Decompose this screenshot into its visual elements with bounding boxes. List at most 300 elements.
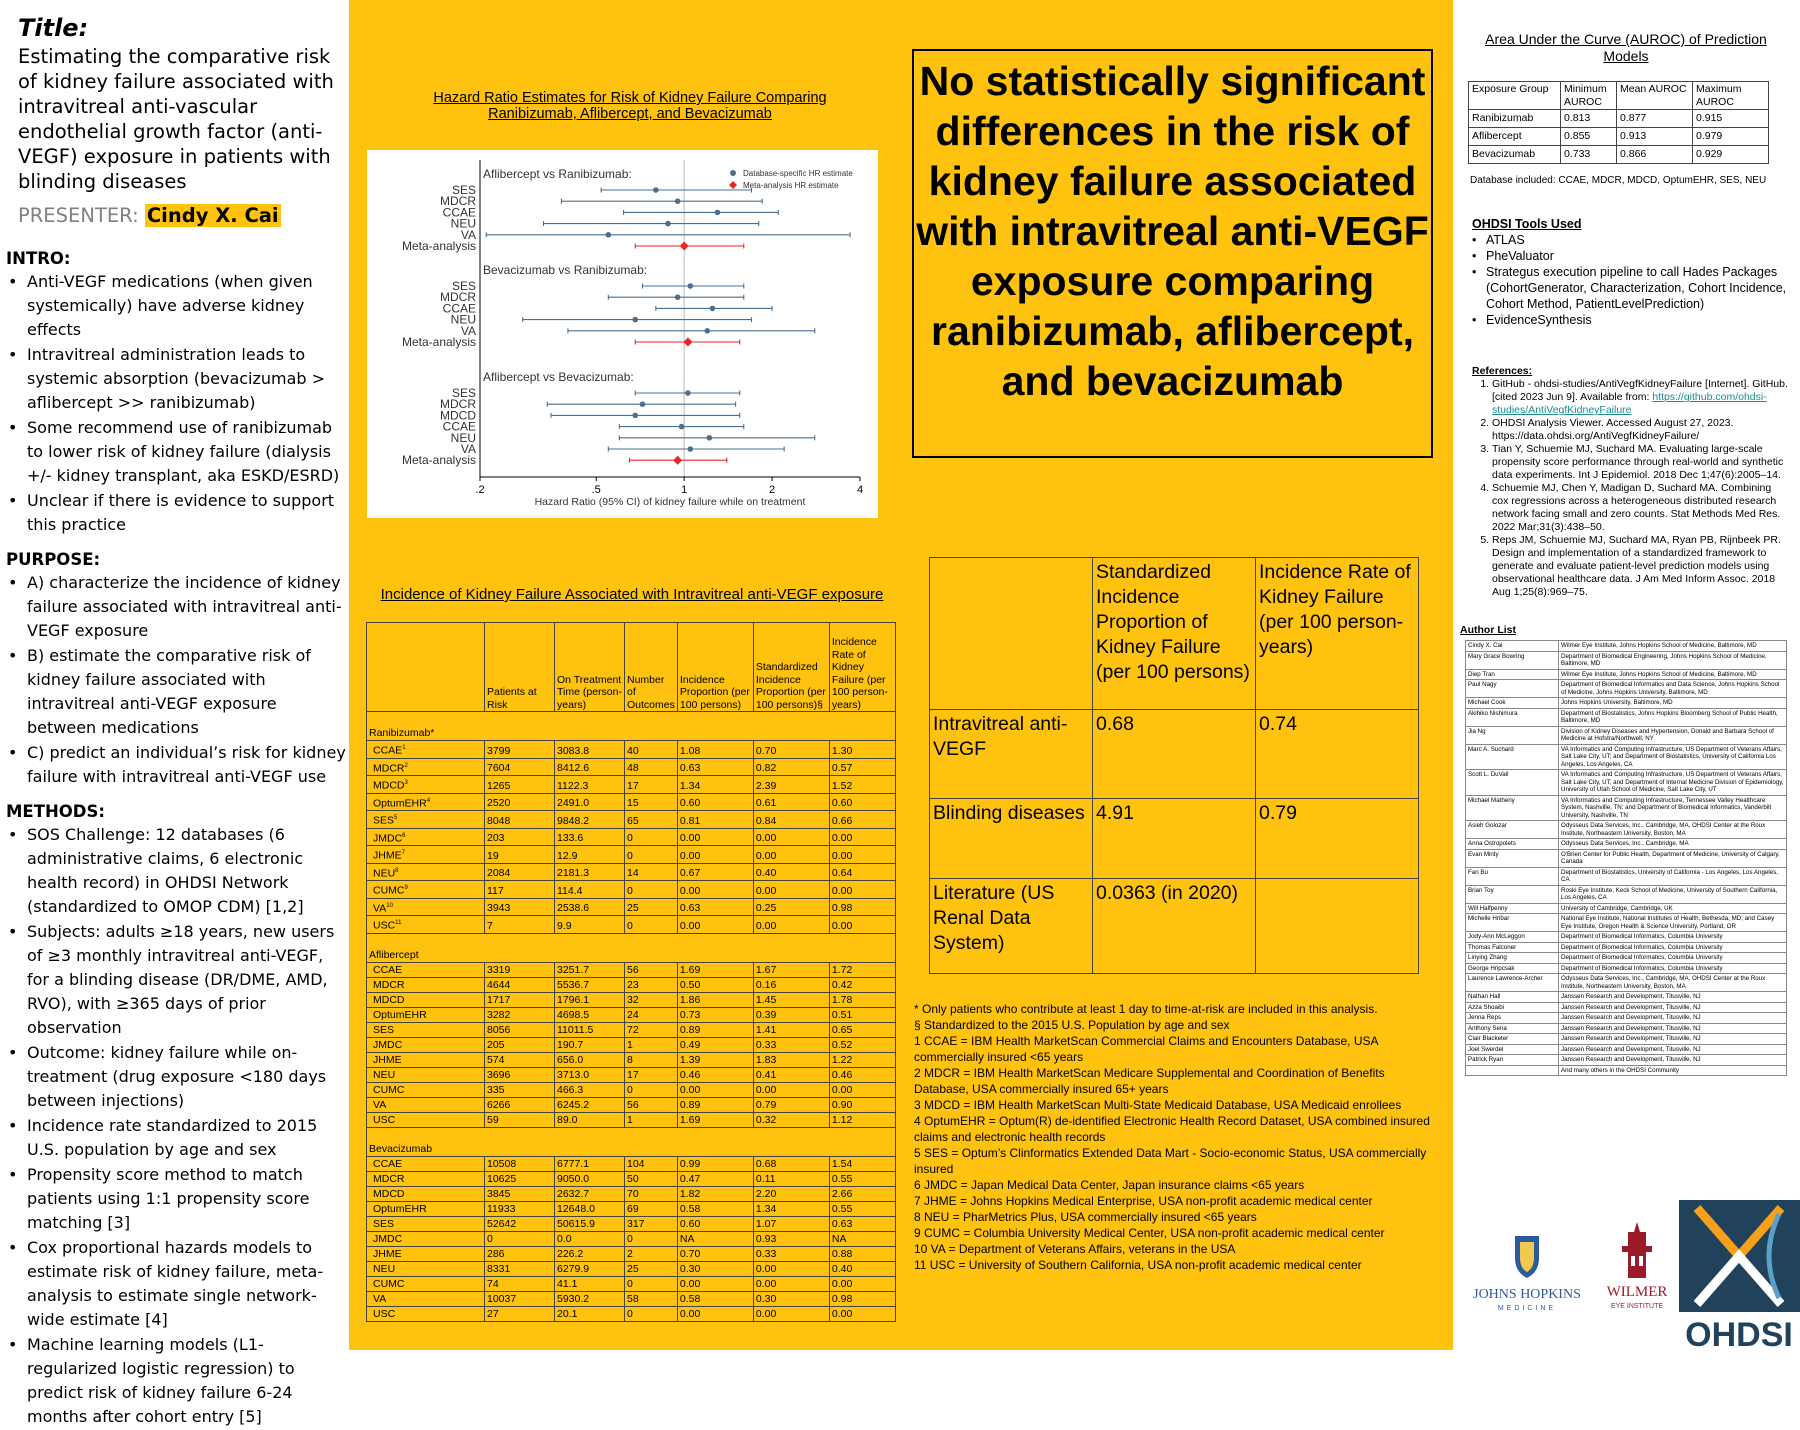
- table-cell: 20.1: [555, 1306, 625, 1321]
- author-name: George Hripcsak: [1466, 963, 1559, 974]
- table-cell: 1: [625, 1112, 678, 1127]
- database-name: MDCR: [373, 762, 405, 774]
- authors-heading: Author List: [1460, 624, 1516, 636]
- table-cell: 2: [625, 1246, 678, 1261]
- table-cell: 3083.8: [555, 741, 625, 759]
- table-cell: 0.733: [1561, 146, 1617, 164]
- author-name: Linying Zhang: [1466, 953, 1559, 964]
- table-row: [367, 863, 896, 881]
- author-row: [1466, 1044, 1787, 1055]
- table-cell: 0.00: [677, 1082, 753, 1097]
- table-cell: 0.70: [677, 1246, 753, 1261]
- database-name: CCAE: [373, 963, 403, 976]
- table-cell: 0.63: [677, 898, 753, 916]
- table-cell: 0.00: [677, 1276, 753, 1291]
- author-name: Diep Tran: [1466, 669, 1559, 680]
- table-cell: 50615.9: [555, 1216, 625, 1231]
- author-row: [1466, 641, 1787, 652]
- table-cell: 0.98: [829, 1291, 895, 1306]
- author-row: [1466, 974, 1787, 992]
- table-cell: 0.30: [753, 1291, 829, 1306]
- table-cell: 0.51: [829, 1007, 895, 1022]
- auroc-header-cell: Maximum AUROC: [1693, 82, 1769, 110]
- table-row: [1469, 110, 1769, 128]
- table-row: [367, 992, 896, 1007]
- author-row: [1466, 1034, 1787, 1045]
- database-name: CUMC: [373, 884, 405, 897]
- table-cell: 32: [625, 992, 678, 1007]
- table-cell: 9050.0: [555, 1171, 625, 1186]
- author-name: Michael Matheny: [1466, 795, 1559, 821]
- author-affiliation: Odysseus Data Services, Inc., Cambridge, MA, OHDSI Center at the Roux Institute, Northeastern University, Boston, MA: [1559, 821, 1787, 839]
- author-row: [1466, 708, 1787, 726]
- author-affiliation: Department of Biomedical Informatics and Data Science, Johns Hopkins School of Medicine, Johns Hopkins University, Baltimore, MD: [1559, 680, 1787, 698]
- table-cell: 6777.1: [555, 1156, 625, 1171]
- table-cell: 2.39: [753, 776, 829, 794]
- author-row: [1466, 651, 1787, 669]
- table-cell: 50: [625, 1171, 678, 1186]
- table-cell: 3319: [485, 962, 555, 977]
- footnote-line: 9 CUMC = Columbia University Medical Center, USA non-profit academic medical center: [914, 1226, 1385, 1240]
- database-name: MDCR: [373, 978, 405, 991]
- database-name: JHME: [373, 849, 402, 862]
- author-name: Marc A. Suchard: [1466, 744, 1559, 770]
- table-cell: 74: [485, 1276, 555, 1291]
- table-cell: 0.79: [753, 1097, 829, 1112]
- author-name: Fan Bu: [1466, 867, 1559, 885]
- footnote-marker: 11: [395, 920, 402, 926]
- table-cell: 0.93: [753, 1231, 829, 1246]
- author-name: Laurence Lawrence-Archer: [1466, 974, 1559, 992]
- author-row: [1466, 795, 1787, 821]
- hr-estimate-point: [675, 198, 681, 204]
- reference-item: 4. Schuemie MJ, Chen Y, Madigan D, Suchard MA. Combining cox regressions across a heterogeneous distributed research network facing small and zero counts. Stat Methods Med Res. 2022 Mar;31(3):438–50.: [1492, 482, 1790, 534]
- table-row: [930, 879, 1419, 974]
- purpose-list: [6, 571, 346, 789]
- footnote-line: 8 NEU = PharMetrics Plus, USA commercially insured <65 years: [914, 1210, 1257, 1224]
- table-cell: 0.40: [753, 863, 829, 881]
- table-cell: 0.00: [829, 1082, 895, 1097]
- wilmer-logo-subtext: EYE INSTITUTE: [1610, 1303, 1664, 1310]
- hr-estimate-point: [704, 328, 710, 334]
- author-affiliation: University of Cambridge, Cambridge, UK: [1559, 903, 1787, 914]
- table-cell: 2084: [485, 863, 555, 881]
- ohdsi-mark-icon: [1679, 1200, 1800, 1350]
- table-cell: Bevacizumab: [1469, 146, 1561, 164]
- author-row: [1466, 680, 1787, 698]
- reference-item: 3. Tian Y, Schuemie MJ, Suchard MA. Evaluating large-scale propensity score performance through real-world and synthetic data experiments. Int J Epidemiol. 2018 Dec 1;47(6):2005–14.: [1492, 443, 1790, 482]
- purpose-item: • A) characterize the incidence of kidney failure associated with intravitreal anti-VEGF exposure: [6, 571, 346, 643]
- row-label: NEU: [450, 430, 476, 445]
- table-cell: Literature (US Renal Data System): [930, 879, 1093, 974]
- table-cell: 0.00: [829, 1276, 895, 1291]
- table-row: [367, 1246, 896, 1261]
- tool-item: • Strategus execution pipeline to call Hades Packages (CohortGenerator, Characterization, Cohort Incidence, Cohort Method, PatientLevelPrediction): [1472, 264, 1792, 312]
- table-cell: 1.45: [753, 992, 829, 1007]
- incidence-group-row: [367, 933, 896, 962]
- table-cell: 52642: [485, 1216, 555, 1231]
- table-cell: 59: [485, 1112, 555, 1127]
- table-row: [930, 710, 1419, 799]
- table-cell: 104: [625, 1156, 678, 1171]
- methods-item: • Machine learning models (L1-regularized logistic regression) to predict risk of kidney failure 6-24 months after cohort entry [5]: [6, 1333, 346, 1429]
- footnote-line: 10 VA = Department of Veterans Affairs, veterans in the USA: [914, 1242, 1236, 1256]
- footnote-line: 3 MDCD = IBM Health MarketScan Multi-State Medicaid Database, USA Medicaid enrollees: [914, 1098, 1402, 1112]
- footnote-marker: 1: [402, 745, 406, 751]
- table-cell: 0: [625, 881, 678, 899]
- table-cell: 1.72: [829, 962, 895, 977]
- footnote-marker: 10: [386, 902, 393, 909]
- hr-estimate-point: [688, 446, 694, 452]
- table-cell: 0.00: [753, 916, 829, 934]
- author-name: Azza Shoaibi: [1466, 1002, 1559, 1013]
- author-row: [1466, 903, 1787, 914]
- author-affiliation: Janssen Research and Development, Titusville, NJ: [1559, 992, 1787, 1003]
- tools-heading: OHDSI Tools Used: [1472, 217, 1582, 231]
- auroc-header-cell: Exposure Group: [1469, 82, 1561, 110]
- table-cell: 24: [625, 1007, 678, 1022]
- author-name: Clair Blacketer: [1466, 1034, 1559, 1045]
- database-name: JHME: [373, 1247, 402, 1260]
- reference-item: 5. Reps JM, Schuemie MJ, Suchard MA, Ryan PB, Rijnbeek PR. Design and implementation of a standardized framework to generate and evaluate patient-level prediction models using observational healthcare data. J Am Med Inform Assoc. 2018 Aug 1;25(8):969–75.: [1492, 534, 1790, 599]
- tool-item: • PheValuator: [1472, 248, 1792, 264]
- table-cell: 0.84: [753, 811, 829, 829]
- author-row: [1466, 821, 1787, 839]
- table-cell: 0.49: [677, 1037, 753, 1052]
- table-row: [367, 1291, 896, 1306]
- table-row: [367, 1052, 896, 1067]
- table-cell: 0.42: [829, 977, 895, 992]
- table-row: [367, 1037, 896, 1052]
- table-cell: 0.46: [829, 1067, 895, 1082]
- table-cell: 1.34: [753, 1201, 829, 1216]
- table-row: [367, 1156, 896, 1171]
- author-affiliation: VA Informatics and Computing Infrastructure, US Department of Veterans Affairs, Salt Lake City, UT; and Department of Internal Medicine Division of Epidemiology, University of Utah School of Medicine, Salt Lake City, UT: [1559, 770, 1787, 796]
- author-row: [1466, 942, 1787, 953]
- table-cell: 9.9: [555, 916, 625, 934]
- table-cell: 25: [625, 1261, 678, 1276]
- author-name: Nathan Hall: [1466, 992, 1559, 1003]
- table-cell: 0.60: [677, 793, 753, 811]
- table-cell: 0.855: [1561, 128, 1617, 146]
- author-affiliation: O'Brien Center for Public Health, Department of Medicine, University of Calgary, Canada: [1559, 849, 1787, 867]
- table-row: [1469, 146, 1769, 164]
- database-name: JMDC: [373, 1038, 403, 1051]
- table-cell: 0.74: [1256, 710, 1419, 799]
- methods-item: • Incidence rate standardized to 2015 U.S. population by age and sex: [6, 1114, 346, 1162]
- references-heading: References:: [1472, 365, 1533, 377]
- table-cell: 17: [625, 776, 678, 794]
- auroc-databases-note: Database included: CCAE, MDCR, MDCD, OptumEHR, SES, NEU: [1470, 175, 1767, 186]
- x-tick-label: 2: [769, 484, 776, 496]
- table-cell: 0.00: [753, 1261, 829, 1276]
- author-affiliation: Janssen Research and Development, Titusville, NJ: [1559, 1023, 1787, 1034]
- incidence-header-cell: On Treatment Time (person-years): [555, 623, 625, 712]
- table-cell: 0.46: [677, 1067, 753, 1082]
- legend-entry: Meta-analysis HR estimate: [743, 181, 839, 190]
- table-cell: 203: [485, 828, 555, 846]
- table-row: [367, 758, 896, 776]
- author-name: Anthony Sena: [1466, 1023, 1559, 1034]
- summary-table: [929, 557, 1419, 974]
- author-affiliation: Wilmer Eye Institute, Johns Hopkins School of Medicine, Baltimore, MD: [1559, 669, 1787, 680]
- incidence-group-name: Bevacizumab: [369, 1142, 433, 1155]
- table-cell: 3799: [485, 741, 555, 759]
- table-cell: 0.60: [677, 1216, 753, 1231]
- database-name: USC: [373, 1113, 396, 1126]
- table-cell: 0.813: [1561, 110, 1617, 128]
- table-cell: 3251.7: [555, 962, 625, 977]
- intro-heading: INTRO:: [6, 249, 71, 268]
- table-row: [367, 977, 896, 992]
- table-cell: 0.50: [677, 977, 753, 992]
- author-name: Cindy X. Cai: [1466, 641, 1559, 652]
- intro-item: • Unclear if there is evidence to support this practice: [6, 489, 346, 537]
- table-row: [367, 828, 896, 846]
- author-name: Brian Toy: [1466, 885, 1559, 903]
- panel-label: Aflibercept vs Ranibizumab:: [483, 167, 632, 181]
- forest-plot: [367, 150, 878, 518]
- table-cell: 0.70: [753, 741, 829, 759]
- footnote-marker: 2: [404, 762, 408, 769]
- summary-header-cell: Standardized Incidence Proportion of Kidney Failure (per 100 persons): [1093, 558, 1256, 710]
- author-row: [1466, 1002, 1787, 1013]
- table-cell: Blinding diseases: [930, 799, 1093, 879]
- table-cell: 1.34: [677, 776, 753, 794]
- footnote-line: 11 USC = University of Southern California, USA non-profit academic medical center: [914, 1258, 1362, 1272]
- table-cell: 0.00: [753, 1306, 829, 1321]
- reference-item: 2. OHDSI Analysis Viewer. Accessed August 27, 2023. https://data.ohdsi.org/AntiVegfKidneyFailure/: [1492, 417, 1790, 443]
- table-cell: [1256, 879, 1419, 974]
- author-affiliation: Department of Biomedical Informatics, Columbia University: [1559, 942, 1787, 953]
- table-cell: 1.08: [677, 741, 753, 759]
- author-affiliation: Janssen Research and Development, Titusville, NJ: [1559, 1013, 1787, 1024]
- incidence-header-cell: Incidence Proportion (per 100 persons): [677, 623, 753, 712]
- auroc-header-cell: Minimum AUROC: [1561, 82, 1617, 110]
- table-cell: 4.91: [1093, 799, 1256, 879]
- table-row: [367, 1261, 896, 1276]
- row-label: SES: [451, 279, 476, 293]
- table-cell: 0.00: [753, 1276, 829, 1291]
- table-cell: 0.55: [829, 1171, 895, 1186]
- table-cell: 0.00: [677, 881, 753, 899]
- author-name: Mary Grace Bowring: [1466, 651, 1559, 669]
- reference-text: GitHub - ohdsi-studies/AntiVegfKidneyFailure [Internet]. GitHub. [cited 2023 Jun 9]. Available from:: [1492, 378, 1788, 403]
- reference-link[interactable]: https://github.com/ohdsi-studies/AntiVegfKidneyFailure: [1492, 391, 1767, 416]
- table-cell: 89.0: [555, 1112, 625, 1127]
- footnote-line: 2 MDCR = IBM Health MarketScan Medicare Supplemental and Coordination of Benefits Database, USA commercially insured 65+ years: [914, 1066, 1385, 1096]
- table-cell: 5536.7: [555, 977, 625, 992]
- table-cell: 0: [625, 1276, 678, 1291]
- incidence-group-row: [367, 1127, 896, 1156]
- table-row: [367, 1231, 896, 1246]
- database-name: CUMC: [373, 1277, 405, 1290]
- presenter-name: Cindy X. Cai: [146, 204, 279, 227]
- table-cell: 1796.1: [555, 992, 625, 1007]
- table-cell: 1.83: [753, 1052, 829, 1067]
- table-cell: 226.2: [555, 1246, 625, 1261]
- purpose-item: • B) estimate the comparative risk of kidney failure associated with intravitreal anti-VEGF exposure between medications: [6, 644, 346, 740]
- johns-hopkins-logo: [1465, 1232, 1590, 1312]
- table-cell: 0.61: [753, 793, 829, 811]
- table-cell: 8412.6: [555, 758, 625, 776]
- table-cell: 0.00: [829, 1306, 895, 1321]
- incidence-group-row: [367, 712, 896, 741]
- database-name: OptumEHR: [373, 1008, 427, 1021]
- table-cell: 0.00: [829, 846, 895, 864]
- jh-logo-subtext: MEDICINE: [1497, 1305, 1557, 1312]
- database-name: MDCD: [373, 779, 405, 792]
- footnote-line: § Standardized to the 2015 U.S. Population by age and sex: [914, 1018, 1230, 1032]
- table-cell: 0.82: [753, 758, 829, 776]
- author-row: [1466, 992, 1787, 1003]
- table-cell: 1717: [485, 992, 555, 1007]
- panel-label: Bevacizumab vs Ranibizumab:: [483, 263, 648, 277]
- table-cell: 10625: [485, 1171, 555, 1186]
- table-row: [1469, 128, 1769, 146]
- row-label: SES: [451, 386, 476, 400]
- hr-estimate-point: [710, 306, 716, 312]
- table-cell: 0: [625, 846, 678, 864]
- table-cell: 0: [625, 1082, 678, 1097]
- table-cell: 0.877: [1617, 110, 1693, 128]
- database-name: OptumEHR: [373, 797, 427, 809]
- table-cell: 2491.0: [555, 793, 625, 811]
- table-row: [367, 1201, 896, 1216]
- table-cell: 286: [485, 1246, 555, 1261]
- author-name: Thomas Falconer: [1466, 942, 1559, 953]
- incidence-header-cell: Patients at Risk: [485, 623, 555, 712]
- table-cell: 0: [485, 1231, 555, 1246]
- table-cell: 0.00: [677, 828, 753, 846]
- table-cell: 25: [625, 898, 678, 916]
- table-cell: 1.69: [677, 962, 753, 977]
- table-cell: 1.22: [829, 1052, 895, 1067]
- table-cell: 58: [625, 1291, 678, 1306]
- table-cell: 10508: [485, 1156, 555, 1171]
- footnote-line: * Only patients who contribute at least 1 day to time-at-risk are included in this analysis.: [914, 1002, 1378, 1016]
- author-name: Patrick Ryan: [1466, 1055, 1559, 1066]
- database-name: JHME: [373, 1053, 402, 1066]
- author-row: [1466, 867, 1787, 885]
- meta-estimate-point: [683, 338, 692, 347]
- author-row: [1466, 1055, 1787, 1066]
- table-cell: 0.40: [829, 1261, 895, 1276]
- footnote-marker: 8: [395, 867, 399, 874]
- incidence-header-cell: Standardized Incidence Proportion (per 100 persons)§: [753, 623, 829, 712]
- table-row: [367, 846, 896, 864]
- table-cell: 3696: [485, 1067, 555, 1082]
- table-cell: 0.0363 (in 2020): [1093, 879, 1256, 974]
- footnote-line: 4 OptumEHR = Optum(R) de-identified Electronic Health Record Dataset, USA combined insured claims and electronic health records: [914, 1114, 1430, 1144]
- database-name: USC: [373, 1307, 396, 1320]
- table-cell: 0.63: [829, 1216, 895, 1231]
- database-name: NEU: [373, 1068, 396, 1081]
- database-name: VA: [373, 902, 387, 914]
- table-cell: 10037: [485, 1291, 555, 1306]
- table-cell: 0.32: [753, 1112, 829, 1127]
- author-affiliation: And many others in the OHDSI Community: [1559, 1065, 1787, 1076]
- intro-list: [6, 270, 346, 537]
- table-cell: 2520: [485, 793, 555, 811]
- table-cell: 1.69: [677, 1112, 753, 1127]
- author-affiliation: VA Informatics and Computing Infrastructure, US Department of Veterans Affairs, Salt Lake City, UT; and Department of Biostatistics, University of California Los Angeles, Los Angeles, CA: [1559, 744, 1787, 770]
- table-cell: 656.0: [555, 1052, 625, 1067]
- table-row: [367, 1112, 896, 1127]
- auroc-header-row: [1469, 82, 1769, 110]
- table-cell: 14: [625, 863, 678, 881]
- table-cell: 0.929: [1693, 146, 1769, 164]
- author-row: [1466, 770, 1787, 796]
- table-cell: 27: [485, 1306, 555, 1321]
- table-cell: 2181.3: [555, 863, 625, 881]
- footnote-marker: 7: [401, 850, 405, 856]
- author-name: Jenna Reps: [1466, 1013, 1559, 1024]
- database-name: NEU: [373, 1262, 396, 1275]
- author-name: Jia Ng: [1466, 726, 1559, 744]
- table-row: [367, 1306, 896, 1321]
- database-name: CCAE: [373, 744, 403, 757]
- table-cell: 466.3: [555, 1082, 625, 1097]
- table-row: [367, 1216, 896, 1231]
- table-cell: 0.913: [1617, 128, 1693, 146]
- table-cell: 0.00: [829, 828, 895, 846]
- database-name: OptumEHR: [373, 1202, 427, 1215]
- table-cell: 69: [625, 1201, 678, 1216]
- authors-table: [1465, 640, 1787, 1076]
- table-cell: 2632.7: [555, 1186, 625, 1201]
- incidence-header-cell: Incidence Rate of Kidney Failure (per 100 person-years): [829, 623, 895, 712]
- table-cell: 0.66: [829, 811, 895, 829]
- table-cell: 19: [485, 846, 555, 864]
- hr-estimate-point: [632, 413, 638, 419]
- footnotes: [914, 1001, 1432, 1273]
- author-name: Akihiko Nishimura: [1466, 708, 1559, 726]
- wilmer-logo-text: WILMER: [1606, 1284, 1668, 1300]
- table-cell: 1.07: [753, 1216, 829, 1231]
- author-affiliation: VA Informatics and Computing Infrastructure, Tennessee Valley Healthcare System, Nashville, TN; and Department of Biomedical Informatics, Vanderbilt University, Nashville, TN: [1559, 795, 1787, 821]
- table-cell: 48: [625, 758, 678, 776]
- table-cell: 0.58: [677, 1291, 753, 1306]
- table-row: [367, 776, 896, 794]
- meta-estimate-point: [680, 242, 689, 251]
- table-cell: 15: [625, 793, 678, 811]
- table-cell: 7604: [485, 758, 555, 776]
- footnote-marker: 4: [426, 797, 431, 804]
- table-cell: 0.00: [829, 881, 895, 899]
- author-affiliation: Janssen Research and Development, Titusville, NJ: [1559, 1055, 1787, 1066]
- table-cell: 0.00: [753, 1082, 829, 1097]
- table-cell: 0.67: [677, 863, 753, 881]
- meta-estimate-point: [673, 456, 682, 465]
- hr-estimate-point: [640, 401, 646, 407]
- table-cell: 6266: [485, 1097, 555, 1112]
- database-name: JMDC: [373, 832, 403, 844]
- table-cell: 1.86: [677, 992, 753, 1007]
- author-name: [1466, 1065, 1559, 1076]
- row-label: SES: [451, 183, 476, 197]
- row-label: MDCR: [440, 397, 476, 412]
- author-row: [1466, 885, 1787, 903]
- table-cell: 0.866: [1617, 146, 1693, 164]
- table-cell: 2.20: [753, 1186, 829, 1201]
- row-label: MDCR: [440, 290, 476, 305]
- table-cell: 0.00: [677, 916, 753, 934]
- author-affiliation: Department of Biomedical Engineering, Johns Hopkins School of Medicine, Baltimore, MD: [1559, 651, 1787, 669]
- author-row: [1466, 1023, 1787, 1034]
- presenter: [18, 204, 346, 227]
- table-cell: 11933: [485, 1201, 555, 1216]
